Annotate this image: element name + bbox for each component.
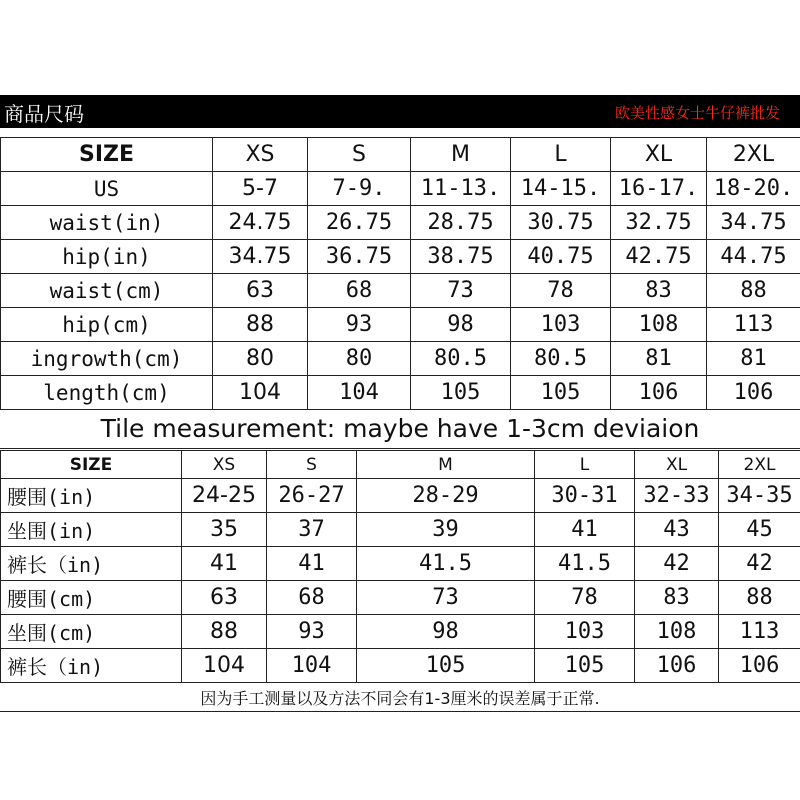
table-cell: 104 <box>213 376 308 410</box>
table-cell: 42.75 <box>611 240 707 274</box>
table-cell: 106 <box>611 376 707 410</box>
table-cell: 113 <box>719 615 800 649</box>
table-cell: 24.75 <box>213 206 308 240</box>
table-cell: 11-13. <box>411 172 511 206</box>
table-cell: 26-27 <box>267 479 357 513</box>
row-label: ingrowth(cm) <box>1 342 213 376</box>
table-row <box>1 581 800 615</box>
table-cell: 98 <box>411 308 511 342</box>
table-cell: 80 <box>308 342 411 376</box>
header-row <box>1 138 800 172</box>
table-cell: 63 <box>182 581 267 615</box>
table-cell: 105 <box>511 376 611 410</box>
table-cell: 43 <box>635 513 719 547</box>
table-cell: 83 <box>611 274 707 308</box>
table-row <box>1 240 800 274</box>
row-label: hip(cm) <box>1 308 213 342</box>
table-cell: 34.75 <box>707 206 800 240</box>
size-column-header: L <box>511 138 611 172</box>
table-cell: 14-15. <box>511 172 611 206</box>
header-row <box>1 451 800 479</box>
table-cell: 80.5 <box>511 342 611 376</box>
table-cell: 32-33 <box>635 479 719 513</box>
table-cell: 108 <box>635 615 719 649</box>
table-row <box>1 376 800 410</box>
table-cell: 104 <box>182 649 267 683</box>
table-cell: 30.75 <box>511 206 611 240</box>
size-column-header: M <box>411 138 511 172</box>
table-cell: 88 <box>719 581 800 615</box>
row-label: 裤长（in) <box>1 649 182 683</box>
table-cell: 93 <box>308 308 411 342</box>
size-header-cell: SIZE <box>1 451 182 479</box>
table-row <box>1 649 800 683</box>
table-cell: 113 <box>707 308 800 342</box>
table-cell: 35 <box>182 513 267 547</box>
table-cell: 28-29 <box>357 479 535 513</box>
table-cell: 103 <box>511 308 611 342</box>
table-cell: 78 <box>535 581 635 615</box>
row-label: length(cm) <box>1 376 213 410</box>
row-label: hip(in) <box>1 240 213 274</box>
row-label: waist(cm) <box>1 274 213 308</box>
table-cell: 106 <box>719 649 800 683</box>
table-cell: 24-25 <box>182 479 267 513</box>
table-row <box>1 513 800 547</box>
table-cell: 83 <box>635 581 719 615</box>
size-column-header: XL <box>635 451 719 479</box>
size-column-header: XS <box>182 451 267 479</box>
table-cell: 45 <box>719 513 800 547</box>
size-column-header: XS <box>213 138 308 172</box>
table-row <box>1 342 800 376</box>
table-cell: 41 <box>182 547 267 581</box>
header-title: 商品尺码 <box>4 102 84 126</box>
measurement-note: Tile measurement: maybe have 1-3cm deviaion <box>0 410 800 449</box>
table-cell: 68 <box>267 581 357 615</box>
table-cell: 108 <box>611 308 707 342</box>
table-cell: 16-17. <box>611 172 707 206</box>
size-column-header: 2XL <box>719 451 800 479</box>
table-cell: 38.75 <box>411 240 511 274</box>
table-cell: 73 <box>357 581 535 615</box>
table-row <box>1 547 800 581</box>
table-cell: 18-20. <box>707 172 800 206</box>
table-row <box>1 206 800 240</box>
table-cell: 80.5 <box>411 342 511 376</box>
table-cell: 93 <box>267 615 357 649</box>
table-cell: 44.75 <box>707 240 800 274</box>
table-cell: 5-7 <box>213 172 308 206</box>
size-column-header: S <box>267 451 357 479</box>
table-cell: 34.75 <box>213 240 308 274</box>
table-cell: 104 <box>267 649 357 683</box>
row-label: 坐围(cm) <box>1 615 182 649</box>
table-cell: 26.75 <box>308 206 411 240</box>
table-cell: 28.75 <box>411 206 511 240</box>
table-cell: 40.75 <box>511 240 611 274</box>
table-row <box>1 274 800 308</box>
table-cell: 98 <box>357 615 535 649</box>
row-label: 腰围(in) <box>1 479 182 513</box>
size-column-header: S <box>308 138 411 172</box>
size-header-cell: SIZE <box>1 138 213 172</box>
row-label: 坐围(in) <box>1 513 182 547</box>
table-cell: 105 <box>357 649 535 683</box>
row-label: 腰围(cm) <box>1 581 182 615</box>
table-cell: 41.5 <box>535 547 635 581</box>
table-cell: 106 <box>707 376 800 410</box>
table-cell: 88 <box>182 615 267 649</box>
table-cell: 32.75 <box>611 206 707 240</box>
table-cell: 103 <box>535 615 635 649</box>
table-cell: 7-9. <box>308 172 411 206</box>
table-row <box>1 172 800 206</box>
table-cell: 39 <box>357 513 535 547</box>
table-row <box>1 308 800 342</box>
table-cell: 73 <box>411 274 511 308</box>
header-bar <box>0 95 800 128</box>
table-cell: 104 <box>308 376 411 410</box>
table-cell: 34-35 <box>719 479 800 513</box>
size-column-header: 2XL <box>707 138 800 172</box>
table-cell: 30-31 <box>535 479 635 513</box>
table-cell: 42 <box>635 547 719 581</box>
table-cell: 106 <box>635 649 719 683</box>
table-cell: 81 <box>611 342 707 376</box>
table-cell: 81 <box>707 342 800 376</box>
size-table-chinese <box>0 450 800 683</box>
table-cell: 88 <box>213 308 308 342</box>
row-label: US <box>1 172 213 206</box>
size-column-header: M <box>357 451 535 479</box>
row-label: waist(in) <box>1 206 213 240</box>
size-table-english <box>0 137 800 410</box>
table-cell: 41 <box>267 547 357 581</box>
table-cell: 36.75 <box>308 240 411 274</box>
table-cell: 88 <box>707 274 800 308</box>
table-cell: 80 <box>213 342 308 376</box>
table-cell: 78 <box>511 274 611 308</box>
table-cell: 105 <box>535 649 635 683</box>
table-cell: 68 <box>308 274 411 308</box>
row-label: 裤长（in) <box>1 547 182 581</box>
chinese-note: 因为手工测量以及方法不同会有1-3厘米的误差属于正常. <box>0 687 800 712</box>
table-cell: 42 <box>719 547 800 581</box>
table-cell: 37 <box>267 513 357 547</box>
header-subtitle: 欧美性感女士牛仔裤批发 <box>614 104 780 122</box>
table-row <box>1 479 800 513</box>
table-cell: 41.5 <box>357 547 535 581</box>
table-cell: 105 <box>411 376 511 410</box>
table-row <box>1 615 800 649</box>
table-cell: 41 <box>535 513 635 547</box>
size-column-header: XL <box>611 138 707 172</box>
size-column-header: L <box>535 451 635 479</box>
table-cell: 63 <box>213 274 308 308</box>
